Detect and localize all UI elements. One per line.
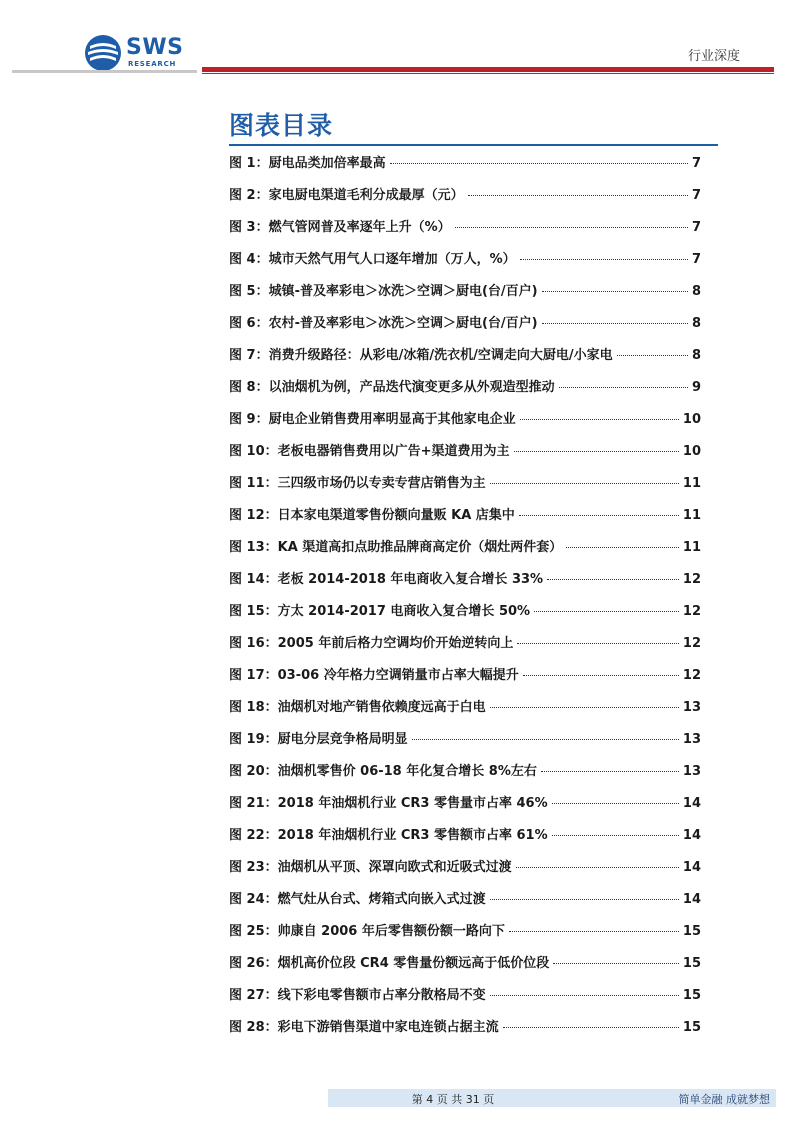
toc-entry[interactable] bbox=[229, 984, 701, 1016]
toc-dot-leader bbox=[542, 291, 688, 292]
toc-entry[interactable] bbox=[229, 856, 701, 888]
toc-dot-leader bbox=[520, 259, 688, 260]
toc-dot-leader bbox=[534, 611, 679, 612]
figure-index-list bbox=[229, 152, 701, 1048]
toc-entry-label: 图 2：家电厨电渠道毛利分成最厚（元） bbox=[229, 188, 464, 203]
toc-entry-label: 图 24：燃气灶从台式、烤箱式向嵌入式过渡 bbox=[229, 892, 486, 907]
toc-entry-label: 图 4：城市天然气用气人口逐年增加（万人，%） bbox=[229, 252, 516, 267]
page-title: 图表目录 bbox=[229, 111, 334, 140]
toc-entry[interactable] bbox=[229, 280, 701, 312]
toc-entry-label: 图 26：烟机高价位段 CR4 零售量份额远高于低价位段 bbox=[229, 956, 550, 971]
toc-entry-label: 图 12：日本家电渠道零售份额向量贩 KA 店集中 bbox=[229, 508, 515, 523]
toc-dot-leader bbox=[541, 771, 679, 772]
toc-entry[interactable] bbox=[229, 440, 701, 472]
toc-entry-page: 7 bbox=[691, 252, 701, 267]
toc-entry-label: 图 28：彩电下游销售渠道中家电连锁占据主流 bbox=[229, 1020, 499, 1035]
toc-entry-page: 7 bbox=[691, 188, 701, 203]
toc-entry[interactable] bbox=[229, 952, 701, 984]
toc-entry-page: 9 bbox=[691, 380, 701, 395]
toc-entry-label: 图 16：2005 年前后格力空调均价开始逆转向上 bbox=[229, 636, 514, 651]
toc-dot-leader bbox=[519, 515, 679, 516]
toc-entry-label: 图 27：线下彩电零售额市占率分散格局不变 bbox=[229, 988, 486, 1003]
globe-logo-icon bbox=[84, 34, 122, 72]
page-number: 第 4 页 共 31 页 bbox=[411, 1093, 495, 1106]
toc-entry-page: 14 bbox=[682, 796, 701, 811]
toc-entry-label: 图 5：城镇-普及率彩电＞冰洗＞空调＞厨电(台/百户) bbox=[229, 284, 538, 299]
toc-dot-leader bbox=[552, 835, 679, 836]
document-type-label: 行业深度 bbox=[687, 49, 740, 64]
toc-entry-label: 图 6：农村-普及率彩电＞冰洗＞空调＞厨电(台/百户) bbox=[229, 316, 538, 331]
logo-subtitle: RESEARCH bbox=[128, 60, 177, 68]
toc-dot-leader bbox=[552, 803, 679, 804]
toc-entry[interactable] bbox=[229, 920, 701, 952]
header-rule-gray bbox=[12, 70, 197, 73]
toc-entry[interactable] bbox=[229, 600, 701, 632]
toc-entry-label: 图 15：方太 2014-2017 电商收入复合增长 50% bbox=[229, 604, 531, 619]
title-underline bbox=[229, 144, 718, 146]
toc-entry[interactable] bbox=[229, 504, 701, 536]
toc-entry-page: 7 bbox=[691, 156, 701, 171]
toc-entry-page: 8 bbox=[691, 348, 701, 363]
toc-entry-label: 图 25：帅康自 2006 年后零售额份额一路向下 bbox=[229, 924, 505, 939]
toc-entry[interactable] bbox=[229, 792, 701, 824]
toc-dot-leader bbox=[566, 547, 679, 548]
toc-dot-leader bbox=[490, 483, 679, 484]
toc-dot-leader bbox=[390, 163, 688, 164]
toc-dot-leader bbox=[455, 227, 688, 228]
toc-entry-label: 图 11：三四级市场仍以专卖专营店销售为主 bbox=[229, 476, 486, 491]
toc-dot-leader bbox=[516, 867, 679, 868]
toc-entry-label: 图 3：燃气管网普及率逐年上升（%） bbox=[229, 220, 451, 235]
toc-dot-leader bbox=[517, 643, 679, 644]
toc-entry-label: 图 18：油烟机对地产销售依赖度远高于白电 bbox=[229, 700, 486, 715]
toc-dot-leader bbox=[547, 579, 679, 580]
toc-entry[interactable] bbox=[229, 824, 701, 856]
toc-entry-page: 15 bbox=[682, 924, 701, 939]
header-rule-red bbox=[202, 67, 774, 72]
toc-entry-page: 10 bbox=[682, 412, 701, 427]
toc-dot-leader bbox=[520, 419, 679, 420]
toc-entry[interactable] bbox=[229, 344, 701, 376]
toc-entry[interactable] bbox=[229, 472, 701, 504]
toc-entry-label: 图 13：KA 渠道高扣点助推品牌商高定价（烟灶两件套） bbox=[229, 540, 563, 555]
toc-dot-leader bbox=[490, 899, 679, 900]
toc-entry-label: 图 9：厨电企业销售费用率明显高于其他家电企业 bbox=[229, 412, 516, 427]
toc-entry[interactable] bbox=[229, 248, 701, 280]
toc-dot-leader bbox=[490, 707, 679, 708]
toc-entry-page: 14 bbox=[682, 892, 701, 907]
toc-dot-leader bbox=[523, 675, 679, 676]
toc-entry[interactable] bbox=[229, 888, 701, 920]
toc-entry-page: 11 bbox=[682, 540, 701, 555]
toc-entry-label: 图 23：油烟机从平顶、深罩向欧式和近吸式过渡 bbox=[229, 860, 512, 875]
toc-entry-label: 图 7：消费升级路径：从彩电/冰箱/洗衣机/空调走向大厨电/小家电 bbox=[229, 348, 613, 363]
toc-entry-page: 8 bbox=[691, 284, 701, 299]
toc-entry[interactable] bbox=[229, 664, 701, 696]
toc-entry-page: 13 bbox=[682, 732, 701, 747]
toc-dot-leader bbox=[490, 995, 679, 996]
toc-dot-leader bbox=[509, 931, 679, 932]
toc-entry-page: 14 bbox=[682, 828, 701, 843]
toc-dot-leader bbox=[468, 195, 688, 196]
toc-entry-page: 12 bbox=[682, 604, 701, 619]
toc-entry-page: 7 bbox=[691, 220, 701, 235]
toc-entry-page: 11 bbox=[682, 476, 701, 491]
footer-slogan: 简单金融 成就梦想 bbox=[678, 1093, 770, 1106]
toc-entry[interactable] bbox=[229, 696, 701, 728]
toc-entry-page: 15 bbox=[682, 956, 701, 971]
company-logo bbox=[84, 34, 194, 74]
toc-dot-leader bbox=[617, 355, 688, 356]
toc-entry-label: 图 1：厨电品类加倍率最高 bbox=[229, 156, 386, 171]
toc-dot-leader bbox=[542, 323, 688, 324]
toc-entry-label: 图 20：油烟机零售价 06-18 年化复合增长 8%左右 bbox=[229, 764, 537, 779]
toc-entry-label: 图 22：2018 年油烟机行业 CR3 零售额市占率 61% bbox=[229, 828, 548, 843]
toc-entry-page: 15 bbox=[682, 988, 701, 1003]
toc-dot-leader bbox=[559, 387, 688, 388]
toc-entry[interactable] bbox=[229, 536, 701, 568]
toc-entry[interactable] bbox=[229, 632, 701, 664]
toc-entry-label: 图 10：老板电器销售费用以广告+渠道费用为主 bbox=[229, 444, 510, 459]
toc-dot-leader bbox=[553, 963, 679, 964]
toc-entry[interactable] bbox=[229, 152, 701, 184]
toc-entry-page: 12 bbox=[682, 636, 701, 651]
toc-entry-label: 图 17：03-06 冷年格力空调销量市占率大幅提升 bbox=[229, 668, 519, 683]
toc-entry-page: 11 bbox=[682, 508, 701, 523]
toc-entry[interactable] bbox=[229, 568, 701, 600]
toc-dot-leader bbox=[514, 451, 679, 452]
toc-entry-page: 12 bbox=[682, 668, 701, 683]
header-rule-thin bbox=[202, 73, 774, 74]
toc-entry[interactable] bbox=[229, 408, 701, 440]
toc-entry[interactable] bbox=[229, 312, 701, 344]
toc-entry-page: 15 bbox=[682, 1020, 701, 1035]
toc-entry-label: 图 21：2018 年油烟机行业 CR3 零售量市占率 46% bbox=[229, 796, 548, 811]
toc-dot-leader bbox=[412, 739, 679, 740]
toc-entry[interactable] bbox=[229, 184, 701, 216]
toc-entry-page: 13 bbox=[682, 700, 701, 715]
toc-entry[interactable] bbox=[229, 1016, 701, 1048]
toc-entry-page: 10 bbox=[682, 444, 701, 459]
toc-entry-page: 12 bbox=[682, 572, 701, 587]
toc-entry-page: 14 bbox=[682, 860, 701, 875]
toc-entry[interactable] bbox=[229, 376, 701, 408]
toc-entry-label: 图 19：厨电分层竞争格局明显 bbox=[229, 732, 408, 747]
toc-entry[interactable] bbox=[229, 760, 701, 792]
toc-entry-page: 8 bbox=[691, 316, 701, 331]
toc-entry-label: 图 14：老板 2014-2018 年电商收入复合增长 33% bbox=[229, 572, 544, 587]
toc-dot-leader bbox=[503, 1027, 679, 1028]
toc-entry[interactable] bbox=[229, 216, 701, 248]
toc-entry-label: 图 8：以油烟机为例，产品迭代演变更多从外观造型推动 bbox=[229, 380, 555, 395]
toc-entry[interactable] bbox=[229, 728, 701, 760]
toc-entry-page: 13 bbox=[682, 764, 701, 779]
logo-wordmark: SWS bbox=[126, 35, 184, 60]
